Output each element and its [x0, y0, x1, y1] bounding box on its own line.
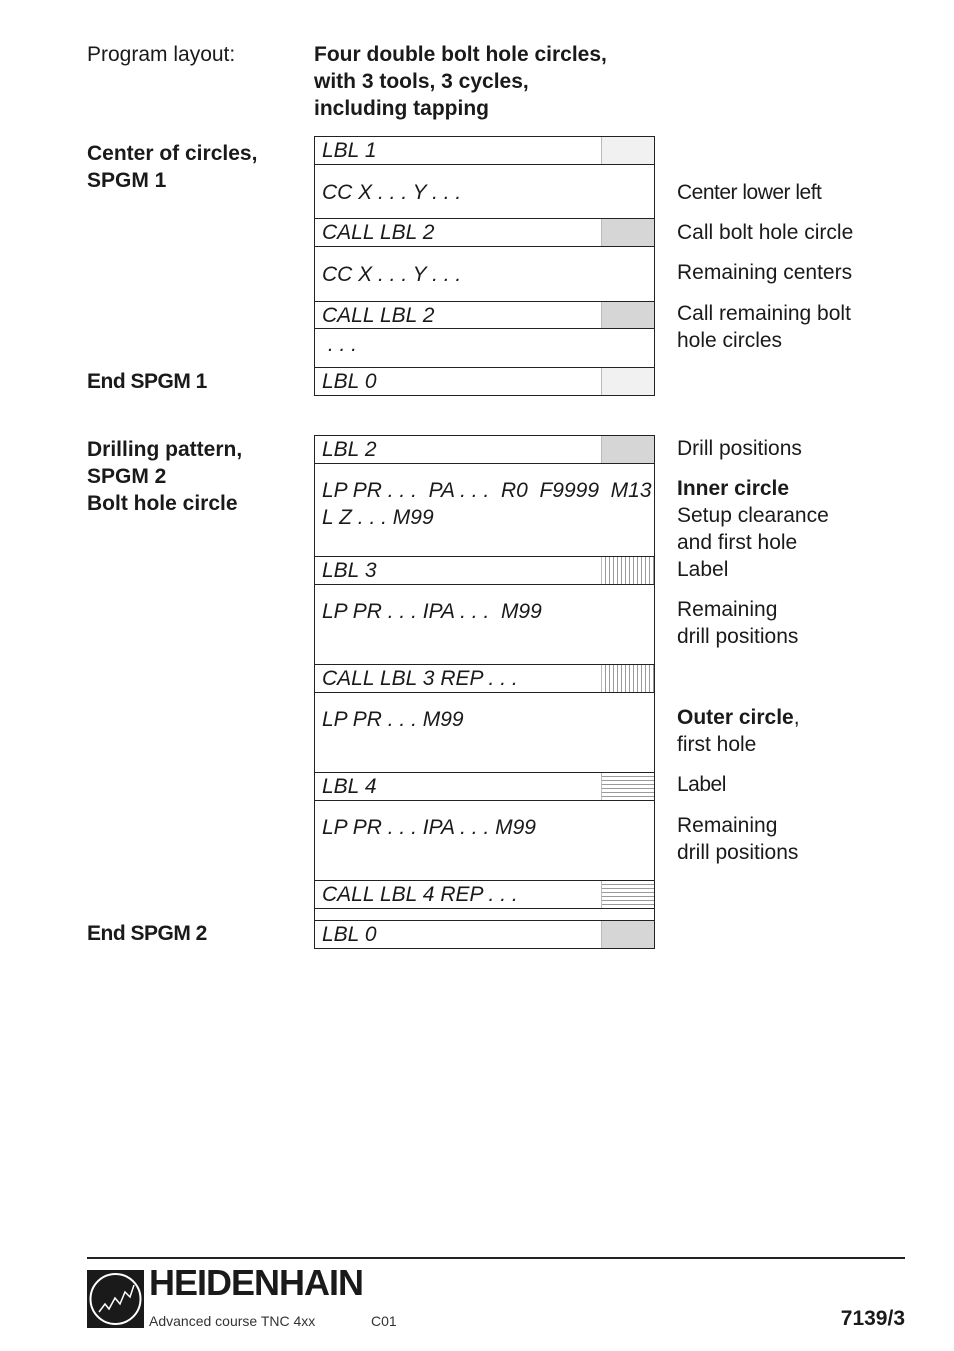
program-layout-label: Program layout:	[87, 43, 236, 66]
program-row: LP PR . . . IPA . . . M99	[315, 801, 654, 881]
program-title: Four double bolt hole circles, with 3 tools, 3 cycles, including tapping	[314, 43, 607, 120]
program-row: CALL LBL 3 REP . . .	[315, 665, 654, 693]
program-row: LBL 0	[315, 921, 654, 948]
program-row: CALL LBL 2	[315, 302, 654, 329]
program-row: CC X . . . Y . . .	[315, 247, 654, 302]
row-marker	[601, 302, 654, 328]
row-marker	[601, 881, 654, 908]
desc-remaining-centers: Remaining centers	[677, 261, 853, 284]
program-row: LBL 4	[315, 773, 654, 801]
program-row: LP PR . . . IPA . . . M99	[315, 585, 654, 665]
desc-outer-circle: Outer circle, first hole	[677, 706, 800, 756]
desc-inner-circle: Inner circle Setup clearance and first hole Label	[677, 477, 829, 581]
row-marker	[601, 436, 654, 463]
program-row: LBL 0	[315, 368, 654, 395]
program-row	[315, 909, 654, 921]
footer-divider	[87, 1257, 905, 1259]
desc-drill-positions: Drill positions	[677, 437, 802, 460]
course-name: Advanced course TNC 4xx	[149, 1313, 316, 1329]
row-marker	[601, 921, 654, 948]
program-row: LP PR . . . M99	[315, 693, 654, 773]
row-marker	[601, 557, 654, 584]
spgm2-program-box	[314, 435, 655, 949]
desc-remaining-drill-positions-2: Remaining drill positions	[677, 814, 799, 864]
desc-center-lower-left: Center lower left	[677, 181, 822, 204]
brand-name: HEIDENHAIN	[149, 1262, 364, 1303]
program-row: LBL 3	[315, 557, 654, 585]
program-row: LP PR . . . PA . . . R0 F9999 M13 L Z . . . M99	[315, 464, 654, 557]
row-marker	[601, 219, 654, 246]
section2-end-label: End SPGM 2	[87, 922, 207, 945]
desc-remaining-drill-positions-1: Remaining drill positions	[677, 598, 799, 648]
row-marker	[601, 137, 654, 164]
heidenhain-logo-icon	[87, 1270, 144, 1328]
section1-end-label: End SPGM 1	[87, 370, 207, 393]
row-marker	[601, 368, 654, 395]
desc-label-b: Label	[677, 773, 726, 796]
program-row: . . .	[315, 329, 654, 368]
course-code: C01	[371, 1313, 397, 1329]
program-row: LBL 1	[315, 137, 654, 165]
program-row: CALL LBL 4 REP . . .	[315, 881, 654, 909]
desc-call-bolt-hole-circle: Call bolt hole circle	[677, 221, 854, 244]
section1-label: Center of circles, SPGM 1	[87, 142, 258, 192]
program-row: CALL LBL 2	[315, 219, 654, 247]
row-marker	[601, 665, 654, 692]
spgm1-program-box	[314, 136, 655, 396]
row-marker	[601, 773, 654, 800]
desc-call-remaining: Call remaining bolt hole circles	[677, 302, 851, 352]
page-number: 7139/3	[840, 1307, 905, 1330]
program-row: LBL 2	[315, 436, 654, 464]
section2-label: Drilling pattern, SPGM 2 Bolt hole circle	[87, 438, 243, 515]
program-row: CC X . . . Y . . .	[315, 165, 654, 219]
